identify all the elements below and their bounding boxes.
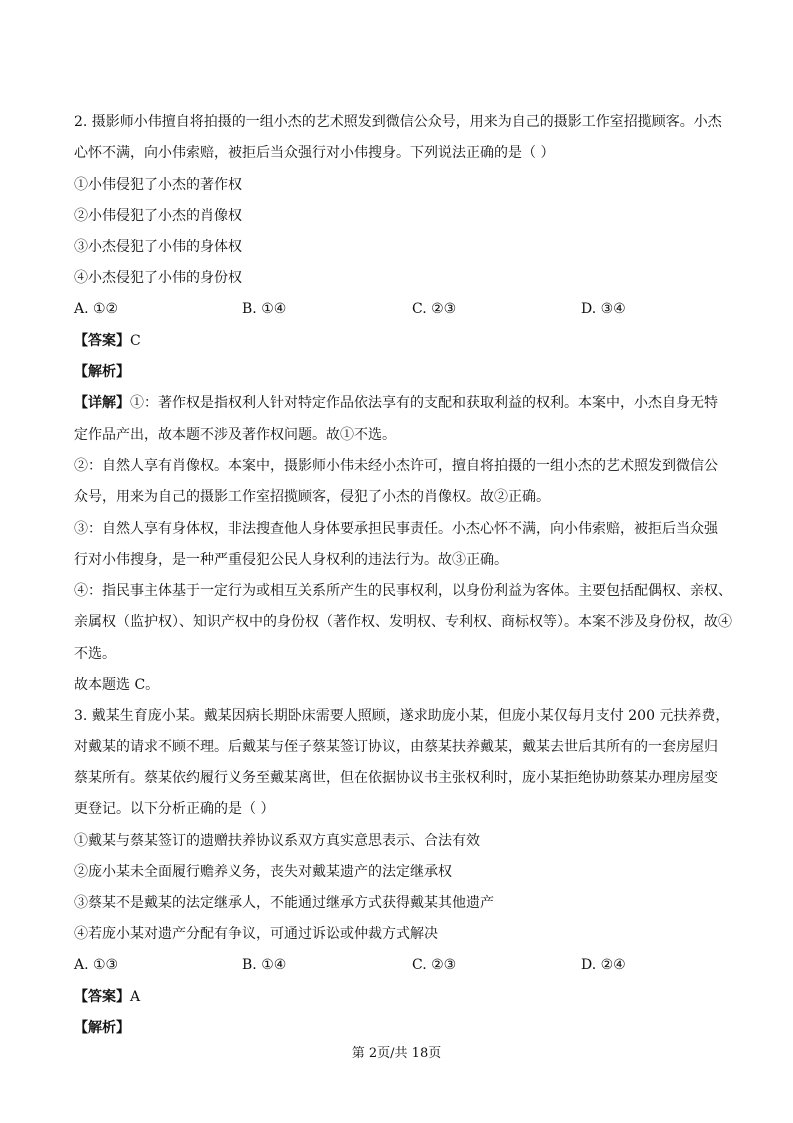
q2-detail-line-7: ④：指民事主体基于一定行为或相互关系所产生的民事权利，以身份利益为客体。主要包括配偶权、亲权、 bbox=[74, 583, 732, 599]
q3-stem-line-3: 蔡某所有。蔡某依约履行义务至戴某离世，但在依据协议书主张权利时，庞小某拒绝协助蔡某办理房屋变 bbox=[74, 770, 718, 786]
q2-detail-line-5: ③：自然人享有身体权，非法搜查他人身体要承担民事责任。小杰心怀不满，向小伟索赔，被拒后当众强 bbox=[74, 521, 718, 537]
q2-detail-line-3: ②：自然人享有肖像权。本案中，摄影师小伟未经小杰许可，擅自将拍摄的一组小杰的艺术照发到微信公 bbox=[74, 458, 718, 474]
q3-stem-line-2: 对戴某的请求不顾不理。后戴某与侄子蔡某签订协议，由蔡某扶养戴某，戴某去世后其所有的一套房屋归 bbox=[74, 739, 718, 755]
q3-option-b: B. ①④ bbox=[242, 957, 287, 973]
q2-stem-line-2: 心怀不满，向小伟索赔，被拒后当众强行对小伟搜身。下列说法正确的是（ ） bbox=[74, 145, 555, 161]
q3-answer-value: A bbox=[130, 989, 141, 1005]
q3-statement-4: ④若庞小某对遗产分配有争议，可通过诉讼或仲裁方式解决 bbox=[74, 926, 438, 942]
q2-stem-line-1: 2. 摄影师小伟擅自将拍摄的一组小杰的艺术照发到微信公众号，用来为自己的摄影工作室招揽顾客。小杰 bbox=[74, 114, 722, 130]
q3-statement-3: ③蔡某不是戴某的法定继承人，不能通过继承方式获得戴某其他遗产 bbox=[74, 895, 494, 911]
q2-option-a: A. ①② bbox=[74, 301, 119, 317]
page-footer: 第 2页/共 18页 bbox=[351, 1046, 442, 1061]
q3-options bbox=[74, 955, 694, 975]
q3-option-d: D. ②④ bbox=[581, 957, 626, 973]
q3-stem-line-1: 3. 戴某生育庞小某。戴某因病长期卧床需要人照顾，遂求助庞小某，但庞小某仅每月支付 200 元扶养费， bbox=[74, 708, 730, 724]
q2-detail-line-6: 行对小伟搜身，是一种严重侵犯公民人身权利的违法行为。故③正确。 bbox=[74, 552, 508, 568]
q2-statement-3: ③小杰侵犯了小伟的身体权 bbox=[74, 239, 242, 255]
q2-statement-4: ④小杰侵犯了小伟的身份权 bbox=[74, 270, 242, 286]
q3-statement-2: ②庞小某未全面履行赡养义务，丧失对戴某遗产的法定继承权 bbox=[74, 864, 452, 880]
q2-option-d: D. ③④ bbox=[581, 301, 626, 317]
q2-answer bbox=[74, 331, 141, 351]
q3-option-a: A. ①③ bbox=[74, 957, 119, 973]
q2-detail-line-9: 不选。 bbox=[74, 646, 116, 662]
q3-answer bbox=[74, 987, 140, 1007]
q2-option-b: B. ①④ bbox=[242, 301, 287, 317]
q3-analysis-tag: 【解析】 bbox=[74, 1020, 130, 1036]
q2-statement-2: ②小伟侵犯了小杰的肖像权 bbox=[74, 208, 242, 224]
q2-options bbox=[74, 299, 694, 319]
q3-answer-tag: 【答案】 bbox=[74, 989, 130, 1005]
q2-option-c: C. ②③ bbox=[412, 301, 457, 317]
q2-analysis-tag: 【解析】 bbox=[74, 364, 130, 380]
q3-option-c: C. ②③ bbox=[412, 957, 457, 973]
q3-statement-1: ①戴某与蔡某签订的遗赠扶养协议系双方真实意思表示、合法有效 bbox=[74, 833, 480, 849]
q2-statement-1: ①小伟侵犯了小杰的著作权 bbox=[74, 177, 242, 193]
q2-detail-line-4: 众号，用来为自己的摄影工作室招揽顾客，侵犯了小杰的肖像权。故②正确。 bbox=[74, 489, 550, 505]
q2-detail-line-8: 亲属权（监护权）、知识产权中的身份权（著作权、发明权、专利权、商标权等）。本案不涉及身份权，故④ bbox=[74, 614, 732, 630]
q2-answer-value: C bbox=[130, 333, 141, 349]
q2-detail-line-2: 定作品产出，故本题不涉及著作权问题。故①不选。 bbox=[74, 427, 396, 443]
q2-detail-tag: 【详解】 bbox=[74, 395, 130, 411]
q2-answer-tag: 【答案】 bbox=[74, 333, 130, 349]
q2-detail-line-1: 【详解】①：著作权是指权利人针对特定作品依法享有的支配和获取利益的权利。本案中，小杰自身无特 bbox=[74, 395, 718, 411]
q3-stem-line-4: 更登记。以下分析正确的是（ ） bbox=[74, 801, 275, 817]
q2-conclusion: 故本题选 C。 bbox=[74, 677, 160, 693]
